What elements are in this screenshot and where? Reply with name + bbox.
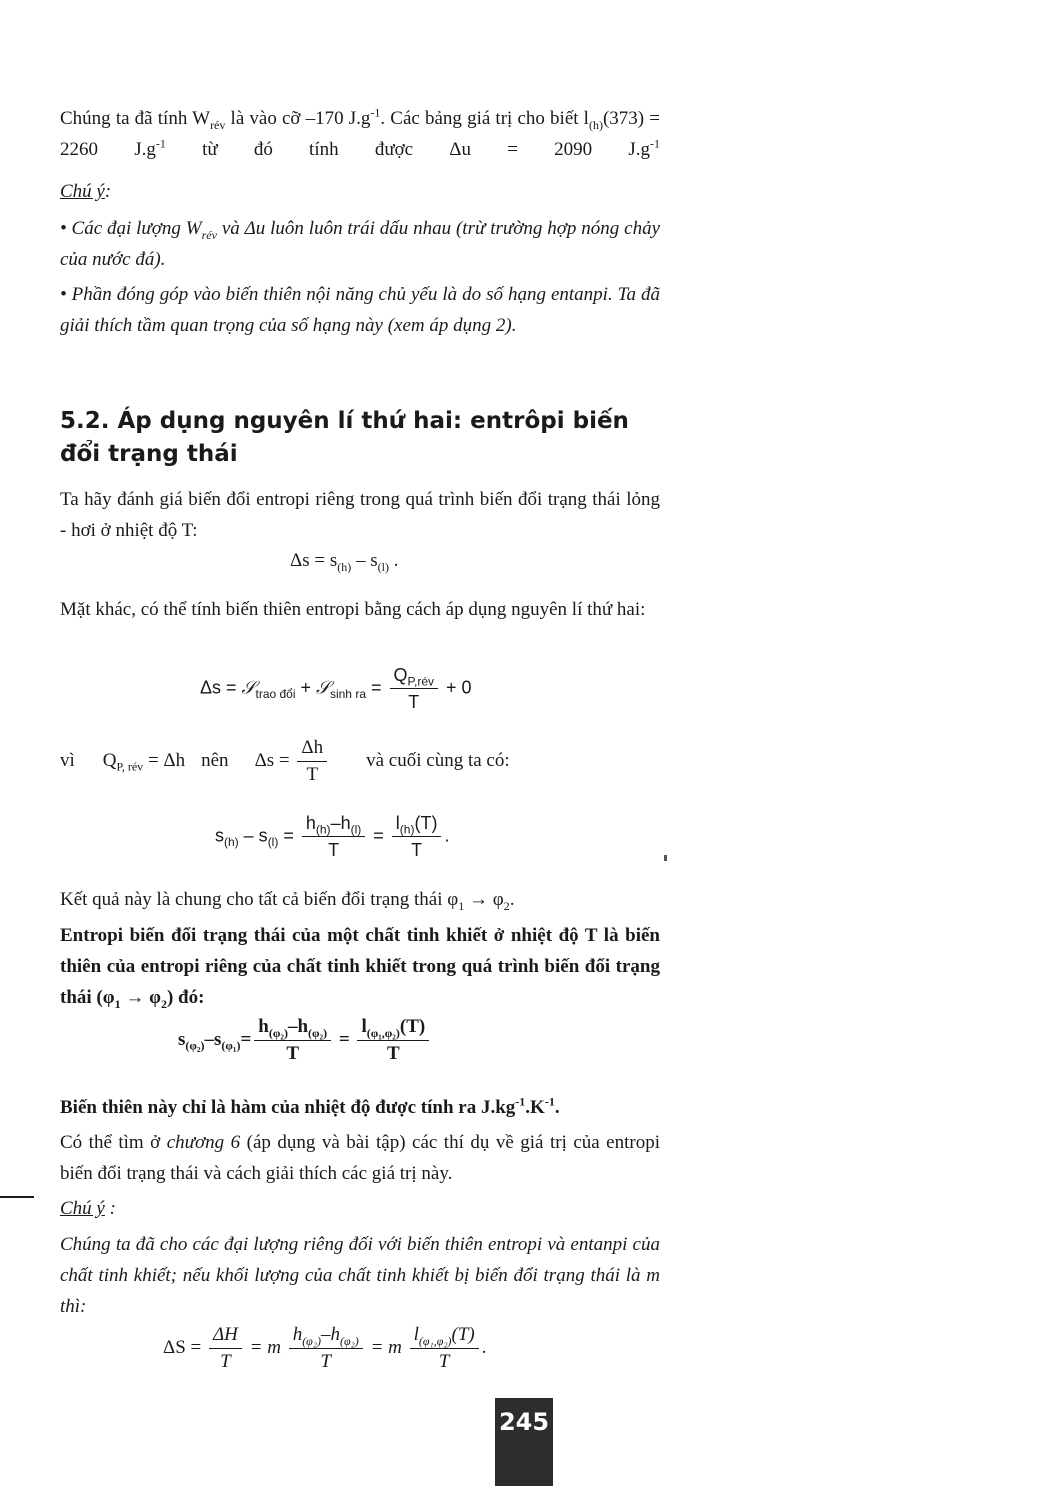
definition-paragraph (60, 920, 660, 1013)
eq-text: s (178, 1028, 186, 1050)
numerator: Q (393, 665, 408, 685)
note-label-2 (60, 1193, 660, 1224)
note-label-text: Chú ý (60, 181, 105, 202)
eq-text: nên (201, 749, 229, 771)
denominator: T (328, 840, 340, 860)
numerator: (T) (399, 1016, 426, 1037)
subscript: (h) (224, 834, 239, 849)
chapter-ref: chương 6 (166, 1132, 241, 1153)
fraction (357, 1014, 429, 1067)
text-run: . (554, 1097, 560, 1118)
text-run: . Các bảng giá trị cho biết l (380, 108, 589, 129)
subscript: (φ₂) (268, 1025, 288, 1040)
note-colon: : (104, 1198, 116, 1219)
eq-text: vì (60, 749, 75, 771)
eq-text: = m (365, 1336, 407, 1358)
fraction (390, 662, 438, 715)
subscript: (φ₁,φ₂) (366, 1025, 400, 1040)
script-s: 𝒮 (241, 677, 256, 699)
note-label (60, 176, 660, 207)
subscript: (l) (267, 834, 279, 849)
numerator: h (258, 1016, 269, 1037)
numerator: h (305, 813, 316, 833)
equation-delta-s (290, 550, 398, 572)
eq-text: – s (351, 550, 378, 571)
note-bullet-2: • Phần đóng góp vào biến thiên nội năng chủ yếu là do số hạng entanpi. Ta đã giải thích tầm quan trọng của số hạng này (xem áp dụng 2). (60, 284, 660, 336)
eq-text: . (444, 825, 450, 846)
denominator: T (286, 1043, 300, 1064)
eq-text: = (334, 1028, 355, 1050)
eq-text: và cuối cùng ta có: (366, 749, 510, 771)
numerator: Δh (297, 735, 327, 762)
paragraph-general-result (60, 884, 660, 915)
subscript: (h) (588, 117, 603, 132)
eq-text: –s (204, 1028, 222, 1050)
text-run: • Các đại lượng W (60, 218, 202, 239)
text-run: ) đó: (166, 987, 205, 1008)
superscript: -1 (544, 1094, 555, 1109)
note-bullet-1 (60, 213, 660, 275)
eq-text: + (295, 677, 317, 698)
subscript: (φ₂) (340, 1333, 359, 1348)
subscript: (h) (337, 559, 352, 574)
eq-text: Δs = (200, 677, 242, 698)
eq-text: + 0 (441, 677, 472, 698)
text-run: Chúng ta đã tính W (60, 108, 211, 129)
denominator: T (408, 692, 420, 712)
superscript: -1 (515, 1094, 526, 1109)
numerator: –h (330, 813, 351, 833)
denominator: T (386, 1043, 400, 1064)
page-number: 245 (495, 1398, 553, 1486)
text-run: Có thể tìm ở (60, 1132, 167, 1153)
equation-second-law (200, 662, 472, 715)
paragraph-entropy-intro: Ta hãy đánh giá biến đổi entropi riêng trong quá trình biến đổi trạng thái lỏng - hơi ở nhiệt độ T: (60, 489, 660, 541)
note-2-text: Chúng ta đã cho các đại lượng riêng đối với biến thiên entropi và entanpi của chất tinh khiết; nếu khối lượng của chất tinh khiết bị biến đổi trạng thái là m thì: (60, 1234, 660, 1317)
numerator: l (361, 1016, 367, 1037)
subscript: (l) (377, 559, 389, 574)
eq-text: Δs = (254, 749, 295, 771)
subscript: (φ₂) (185, 1038, 205, 1053)
denominator: T (438, 1351, 450, 1372)
fraction (410, 1322, 479, 1375)
eq-text: = (240, 1028, 252, 1050)
text-run: từ đó tính được Δu = 2090 J.g (165, 139, 650, 160)
denominator: T (320, 1351, 332, 1372)
subscript: (φ₁,φ₂) (418, 1333, 452, 1348)
paragraph-second-law: Mặt khác, có thể tính biến thiên entropi bằng cách áp dụng nguyên lí thứ hai: (60, 599, 646, 620)
subscript: (φ₁) (221, 1038, 241, 1053)
eq-text: = m (244, 1336, 286, 1358)
eq-text: = Δh (143, 749, 186, 771)
text-run: (373) = 2260 J.g (60, 108, 660, 160)
equation-because (60, 735, 510, 788)
text-run: Entropi biến đổi trạng thái của một chất tinh khiết ở nhiệt độ T là biến thiên của entropi riêng của chất tinh khiết trong quá trình biến đổi trạng thái (φ (60, 925, 660, 1008)
eq-text: s (215, 825, 224, 846)
subscript: rév (210, 117, 226, 132)
numerator: (T) (414, 813, 438, 833)
numerator: –h (287, 1016, 309, 1037)
text-run: và Δu luôn luôn trái dấu nhau (trừ trường hợp nóng chảy của nước đá). (60, 218, 660, 270)
numerator: (T) (451, 1324, 475, 1345)
subscript: (φ₂) (302, 1333, 321, 1348)
numerator: h (292, 1324, 303, 1345)
subscript: 2 (160, 996, 167, 1011)
subscript: 1 (458, 898, 465, 913)
fraction (254, 1014, 331, 1067)
eq-text: = (366, 677, 387, 698)
subscript: P,rév (407, 674, 434, 689)
subscript: 1 (114, 996, 121, 1011)
eq-text: = (278, 825, 299, 846)
eq-text: = (368, 825, 389, 846)
eq-text: . (481, 1336, 487, 1358)
text-run: . (509, 889, 515, 910)
eq-text: . (388, 550, 399, 571)
numerator: ΔH (209, 1322, 242, 1349)
equation-entropy-lv (215, 810, 449, 863)
eq-text: ΔS = (163, 1336, 207, 1358)
note-colon: : (104, 181, 112, 202)
superscript: -1 (155, 136, 166, 151)
eq-text: – s (238, 825, 268, 846)
denominator: T (306, 764, 319, 785)
subscript: (h) (315, 822, 331, 837)
fraction (209, 1322, 242, 1375)
subscript: P, rév (116, 759, 144, 774)
subscript: sinh ra (329, 686, 366, 701)
subscript: trao đổi (255, 686, 296, 701)
paragraph-chapter-ref (60, 1127, 660, 1189)
numerator: –h (321, 1324, 340, 1345)
subscript: (φ₂) (308, 1025, 328, 1040)
margin-rule (0, 1196, 34, 1198)
text-run: → φ (464, 889, 504, 910)
text-run: Kết quả này là chung cho tất cả biến đổi trạng thái φ (60, 889, 459, 910)
numerator: l (395, 813, 400, 833)
script-s: 𝒮 (316, 677, 330, 699)
paragraph-function-of-temperature (60, 1092, 660, 1123)
subscript: (h) (399, 822, 415, 837)
equation-entropy-phase (178, 1014, 432, 1067)
superscript: -1 (650, 136, 660, 151)
section-heading: 5.2. Áp dụng nguyên lí thứ hai: entrôpi biến đổi trạng thái (60, 408, 629, 467)
numerator: l (413, 1324, 419, 1345)
eq-text: Q (102, 749, 117, 771)
text-run: Biến thiên này chỉ là hàm của nhiệt độ được tính ra J.kg (60, 1097, 516, 1118)
intro-paragraph (60, 103, 660, 165)
fraction (289, 1322, 363, 1375)
text-run: là vào cỡ –170 J.g (225, 108, 371, 129)
subscript: rév (201, 227, 217, 242)
text-run: → φ (120, 987, 161, 1008)
subscript: 2 (503, 898, 510, 913)
text-run: (áp dụng và bài tập) các thí dụ về giá trị của entropi biến đổi trạng thái và cách giải thích các giá trị này. (60, 1132, 661, 1184)
note-label-text: Chú ý (60, 1198, 105, 1219)
denominator: T (411, 840, 423, 860)
superscript: -1 (370, 105, 381, 120)
fraction (302, 810, 365, 863)
equation-total-entropy (163, 1322, 487, 1375)
fraction (392, 810, 442, 863)
eq-text: Δs = s (290, 550, 338, 571)
text-run: .K (525, 1097, 545, 1118)
fraction (297, 735, 327, 788)
denominator: T (220, 1351, 231, 1372)
subscript: (l) (350, 822, 362, 837)
scan-mark (664, 855, 667, 861)
